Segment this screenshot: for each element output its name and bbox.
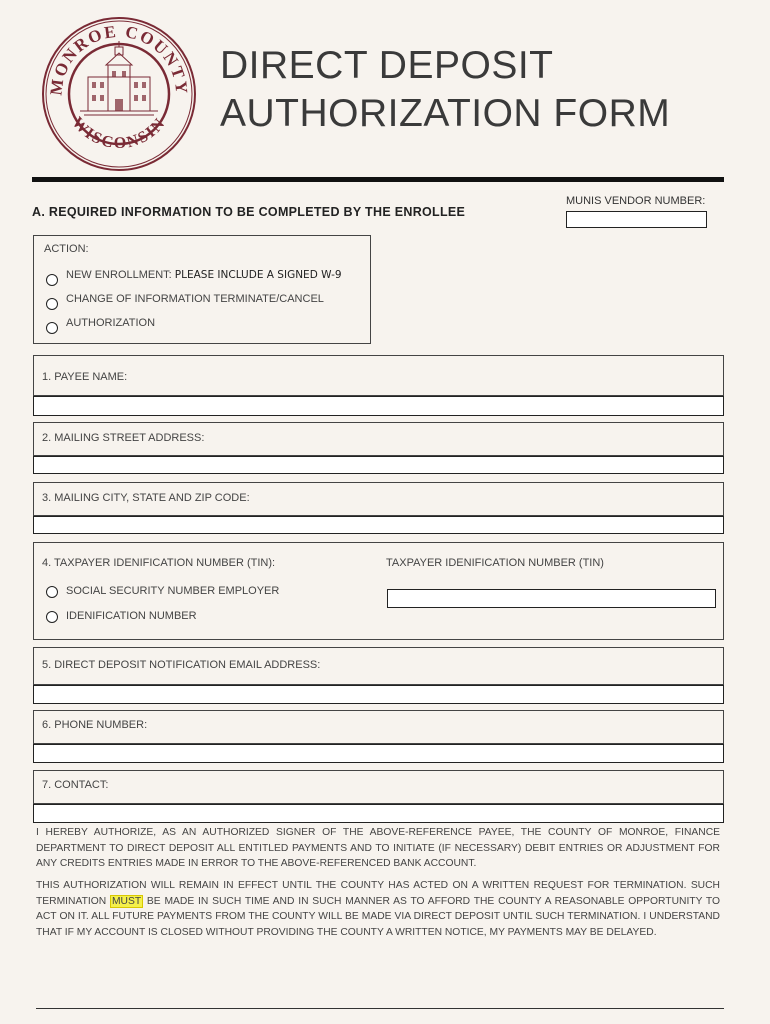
authorization-paragraph: I HEREBY AUTHORIZE, AS AN AUTHORIZED SIGNER OF THE ABOVE-REFERENCE PAYEE, THE COUNTY OF MONROE, FINANCE DEPARTMENT TO DIRECT DEPOSIT ALL ENTITLED PAYMENTS AND TO INITIATE (IF NECESSARY) DEBIT ENTRIES OR ADJUSTMENT FOR ANY CREDITS ENTRIES MADE IN ERROR TO THE ABOVE-REFERENCED BANK ACCOUNT. [36,827,720,869]
option-authorization: AUTHORIZATION [66,317,156,329]
payee-name-panel [33,355,724,396]
radio-ein[interactable] [46,611,58,623]
phone-label: 6. PHONE NUMBER: [42,719,148,731]
termination-paragraph [36,878,720,940]
email-label: 5. DIRECT DEPOSIT NOTIFICATION EMAIL ADDRESS: [42,659,321,671]
street-address-panel [33,422,724,456]
city-state-zip-panel [33,482,724,516]
email-panel [33,647,724,685]
option-new-enrollment-text: NEW ENROLLMENT: [66,269,175,281]
tin-label: 4. TAXPAYER IDENIFICATION NUMBER (TIN): [42,557,276,569]
contact-label: 7. CONTACT: [42,779,109,791]
option-ssn: SOCIAL SECURITY NUMBER EMPLOYER [66,585,280,597]
option-new-enrollment [66,269,342,281]
tin-right-label: TAXPAYER IDENIFICATION NUMBER (TIN) [386,557,604,569]
title-line-2: AUTHORIZATION FORM [220,92,671,135]
radio-authorization[interactable] [46,322,58,334]
title-line-1: DIRECT DEPOSIT [220,44,554,87]
svg-text:WISCONSIN [68,114,169,152]
w9-note: PLEASE INCLUDE A SIGNED W-9 [174,269,342,281]
radio-ssn[interactable] [46,586,58,598]
option-change-information: CHANGE OF INFORMATION TERMINATE/CANCEL [66,293,324,305]
munis-vendor-label: MUNIS VENDOR NUMBER: [566,195,706,207]
section-a-heading: A. REQUIRED INFORMATION TO BE COMPLETED BY THE ENROLLEE [32,205,466,219]
contact-panel [33,770,724,804]
termination-text-start: THIS AUTHORIZATION WILL REMAIN IN EFFECT UNTIL THE COUNTY HAS ACTED ON A WRITTEN REQUEST FOR TERMINATION. SUCH TERMINATION [36,880,720,907]
city-state-zip-input[interactable] [33,516,724,534]
payee-name-input[interactable] [33,396,724,416]
seal-bottom-text: WISCONSIN [68,114,170,153]
option-ein: IDENIFICATION NUMBER [66,610,197,622]
city-state-zip-label: 3. MAILING CITY, STATE AND ZIP CODE: [42,492,250,504]
phone-panel [33,710,724,744]
action-panel [33,235,371,344]
action-label: ACTION: [44,243,89,255]
tin-input[interactable] [387,589,716,608]
contact-input[interactable] [33,804,724,823]
street-address-input[interactable] [33,456,724,474]
payee-name-label: 1. PAYEE NAME: [42,371,128,383]
must-highlight: MUST [111,895,142,907]
munis-vendor-input[interactable] [566,211,707,228]
svg-text:MONROE COUNTY [46,22,191,97]
radio-change-information[interactable] [46,298,58,310]
radio-new-enrollment[interactable] [46,274,58,286]
termination-text-end: BE MADE IN SUCH TIME AND IN SUCH MANNER AS TO AFFORD THE COUNTY A REASONABLE OPPORTUNITY TO ACT ON IT. ALL FUTURE PAYMENTS FROM THE COUNTY WILL BE MADE VIA DIRECT DEPOSIT UNTIL SUCH TERMINATION. I UNDERSTAND THAT IF MY ACCOUNT IS CLOSED WITHOUT PROVIDING THE COUNTY A WRITTEN NOTICE, MY PAYMENTS MAY BE DELAYED. [36,895,721,938]
seal-top-text: MONROE COUNTY [46,21,192,97]
header-divider [32,177,724,182]
county-seal-logo [40,15,198,173]
phone-input[interactable] [33,744,724,763]
email-input[interactable] [33,685,724,704]
form-title [220,42,670,138]
street-address-label: 2. MAILING STREET ADDRESS: [42,432,205,444]
signature-line [36,1008,724,1009]
